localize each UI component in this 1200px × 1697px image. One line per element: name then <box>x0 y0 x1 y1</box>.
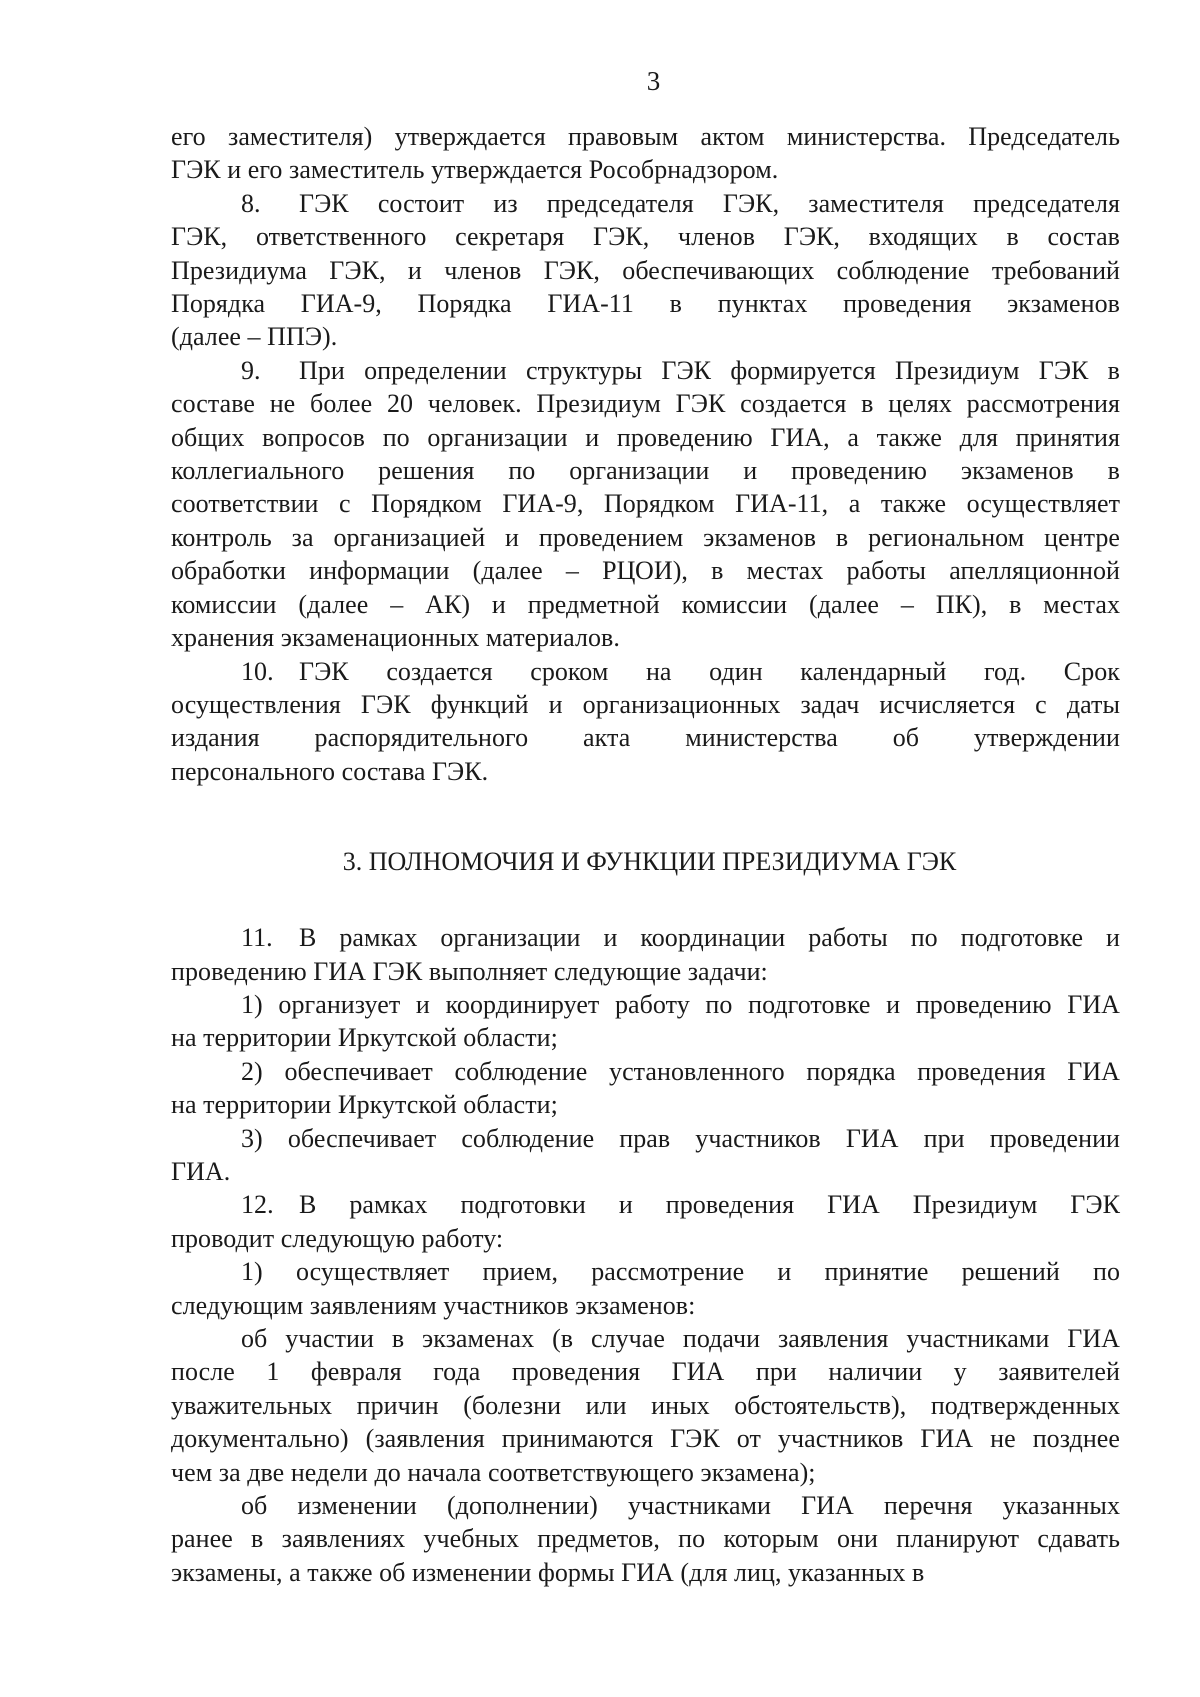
paragraph-line <box>171 320 1120 353</box>
paragraph-text: осуществления ГЭК функций и организационных задач исчисляется с даты <box>171 689 1120 719</box>
paragraphs-bottom <box>171 921 1120 1589</box>
paragraph-line <box>171 1389 1120 1422</box>
paragraph-line <box>171 588 1120 621</box>
paragraph-text: проведению ГИА ГЭК выполняет следующие задачи: <box>171 956 768 986</box>
paragraph-line <box>171 354 1120 387</box>
section-title: 3. ПОЛНОМОЧИЯ И ФУНКЦИИ ПРЕЗИДИУМА ГЭК <box>342 847 957 877</box>
paragraph-line <box>171 1255 1120 1288</box>
paragraph-text: следующим заявлениям участников экзаменов: <box>171 1290 696 1320</box>
paragraph-line <box>171 721 1120 754</box>
paragraph-line <box>171 220 1120 253</box>
paragraph-line <box>171 521 1120 554</box>
paragraph-text: В рамках организации и координации работы по подготовке и <box>299 923 1120 953</box>
paragraph-line <box>171 1422 1120 1455</box>
paragraph-line <box>171 688 1120 721</box>
paragraph-text: 1) организует и координирует работу по подготовке и проведению ГИА <box>241 989 1120 1019</box>
paragraph-text: соответствии с Порядком ГИА-9, Порядком ГИА-11, а также осуществляет <box>171 489 1120 519</box>
paragraph-text: ГЭК создается сроком на один календарный год. Срок <box>299 656 1120 686</box>
paragraph-line <box>171 1355 1120 1388</box>
paragraph-text: об участии в экзаменах (в случае подачи заявления участниками ГИА <box>241 1324 1120 1353</box>
paragraph-text: ранее в заявлениях учебных предметов, по которым они планируют сдавать <box>171 1524 1120 1554</box>
paragraph-line <box>171 153 1120 186</box>
paragraph-line <box>171 955 1120 988</box>
paragraph-number: 9. <box>241 355 261 385</box>
paragraph-line <box>171 921 1120 954</box>
paragraph-text: его заместителя) утверждается правовым актом министерства. Председатель <box>171 122 1120 151</box>
paragraph-line <box>171 254 1120 287</box>
paragraph-line <box>171 454 1120 487</box>
paragraph-line <box>171 1055 1120 1088</box>
paragraph-text: ГЭК и его заместитель утверждается Рособрнадзором. <box>171 155 779 185</box>
paragraph-line <box>171 187 1120 220</box>
paragraph-text: об изменении (дополнении) участниками ГИА перечня указанных <box>241 1491 1120 1521</box>
paragraph-text: комиссии (далее – АК) и предметной комиссии (далее – ПК), в местах <box>171 589 1120 619</box>
paragraph-text: коллегиального решения по организации и проведению экзаменов в <box>171 456 1120 486</box>
paragraph-line <box>171 1155 1120 1188</box>
paragraph-text: Порядка ГИА-9, Порядка ГИА-11 в пунктах проведения экзаменов <box>171 289 1120 319</box>
paragraph-number: 11. <box>241 923 273 953</box>
paragraph-text: хранения экзаменационных материалов. <box>171 623 620 653</box>
paragraph-line <box>171 487 1120 520</box>
paragraph-text: составе не более 20 человек. Президиум ГЭК создается в целях рассмотрения <box>171 389 1120 419</box>
paragraph-line <box>171 1021 1120 1054</box>
paragraph-text: 1) осуществляет прием, рассмотрение и принятие решений по <box>241 1257 1120 1287</box>
paragraph-text: ГЭК состоит из председателя ГЭК, заместителя председателя <box>299 188 1120 218</box>
paragraph-line <box>171 988 1120 1021</box>
paragraph-line <box>171 1489 1120 1522</box>
paragraph-line <box>171 1188 1120 1221</box>
paragraph-line <box>171 554 1120 587</box>
paragraph-text: Президиума ГЭК, и членов ГЭК, обеспечивающих соблюдение требований <box>171 255 1120 285</box>
paragraph-line <box>171 1556 1120 1589</box>
paragraph-text: 3) обеспечивает соблюдение прав участников ГИА при проведении <box>241 1123 1120 1153</box>
paragraph-text: обработки информации (далее – РЦОИ), в местах работы апелляционной <box>171 556 1120 586</box>
paragraphs-top <box>171 120 1120 788</box>
paragraph-text: документально) (заявления принимаются ГЭК от участников ГИА не позднее <box>171 1424 1120 1454</box>
paragraph-line <box>171 287 1120 320</box>
paragraph-text: общих вопросов по организации и проведению ГИА, а также для принятия <box>171 422 1120 452</box>
paragraph-line <box>171 421 1120 454</box>
paragraph-text: 2) обеспечивает соблюдение установленного порядка проведения ГИА <box>241 1056 1120 1086</box>
paragraph-line <box>171 1522 1120 1555</box>
paragraph-text: на территории Иркутской области; <box>171 1090 558 1120</box>
paragraph-text: контроль за организацией и проведением экзаменов в региональном центре <box>171 522 1120 552</box>
paragraph-line <box>171 1322 1120 1355</box>
paragraph-line <box>171 1088 1120 1121</box>
paragraph-line <box>171 755 1120 788</box>
paragraph-number: 8. <box>241 188 261 218</box>
paragraph-text: после 1 февраля года проведения ГИА при наличии у заявителей <box>171 1357 1120 1387</box>
page-number: 3 <box>646 66 661 96</box>
paragraph-text: проводит следующую работу: <box>171 1223 504 1253</box>
paragraph-text: (далее – ППЭ). <box>171 322 338 352</box>
paragraph-line <box>171 1122 1120 1155</box>
paragraph-number: 10. <box>241 656 274 686</box>
paragraph-text: уважительных причин (болезни или иных обстоятельств), подтвержденных <box>171 1390 1120 1420</box>
paragraph-text: ГИА. <box>171 1156 231 1186</box>
paragraph-line <box>171 1456 1120 1489</box>
paragraph-text: на территории Иркутской области; <box>171 1023 558 1053</box>
paragraph-text: ГЭК, ответственного секретаря ГЭК, членов ГЭК, входящих в состав <box>171 222 1120 252</box>
paragraph-text: чем за две недели до начала соответствующего экзамена); <box>171 1457 816 1487</box>
paragraph-line <box>171 387 1120 420</box>
paragraph-number: 12. <box>241 1190 274 1220</box>
paragraph-text: персонального состава ГЭК. <box>171 756 489 786</box>
paragraph-line <box>171 1289 1120 1322</box>
paragraph-text: В рамках подготовки и проведения ГИА Президиум ГЭК <box>299 1190 1120 1220</box>
paragraph-line <box>171 655 1120 688</box>
paragraph-line <box>171 1222 1120 1255</box>
paragraph-line <box>171 120 1120 153</box>
paragraph-text: При определении структуры ГЭК формируется Президиум ГЭК в <box>299 355 1120 385</box>
paragraph-line <box>171 621 1120 654</box>
document-page <box>171 64 1120 1589</box>
paragraph-text: экзамены, а также об изменении формы ГИА (для лиц, указанных в <box>171 1557 925 1587</box>
paragraph-text: издания распорядительного акта министерства об утверждении <box>171 723 1120 753</box>
